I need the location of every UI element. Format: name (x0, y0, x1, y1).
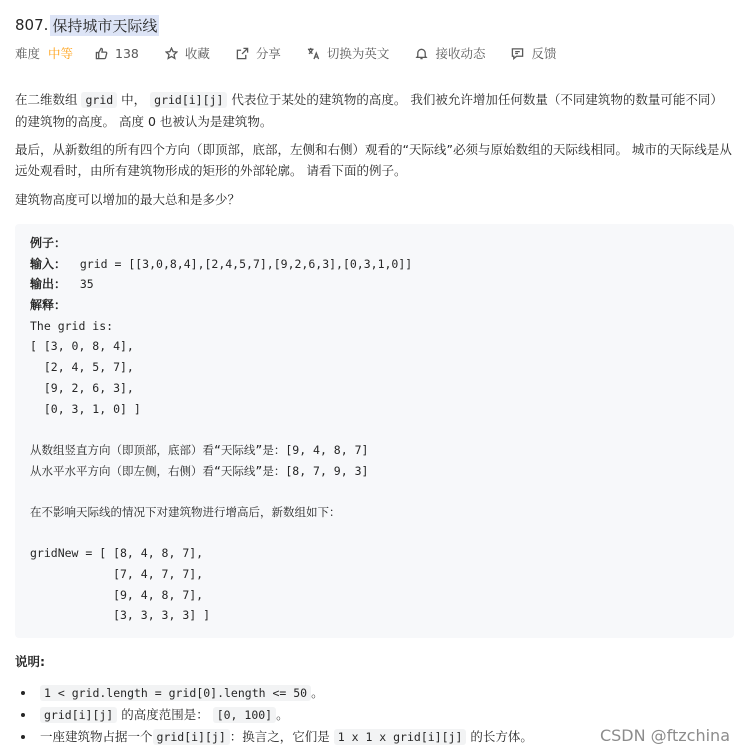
inline-code: 1 < grid.length = grid[0].length <= 50 (40, 685, 311, 701)
problem-title (15, 13, 159, 37)
example-input: 输入： grid = [[3,0,8,4],[2,4,5,7],[9,2,6,3],[0,3,1,0]] (30, 256, 413, 271)
example-line: gridNew = [ [8, 4, 8, 7], (30, 546, 204, 561)
share-label: 分享 (255, 46, 281, 61)
example-output: 输出： 35 (30, 277, 94, 292)
inline-code: grid[i][j] (150, 92, 227, 108)
example-line: 从水平水平方向（即左侧，右侧）看“天际线”是：[8, 7, 9, 3] (30, 463, 369, 478)
feedback-icon (511, 47, 524, 60)
star-icon (165, 47, 178, 60)
description-paragraph-2: 最后，从新数组的所有四个方向（即顶部，底部，左侧和右侧）观看的“天际线”必须与原始数组的天际线相同。 城市的天际线是从远处观看时，由所有建筑物形成的矩形的外部轮廓。 请看下面的例子。 (15, 142, 732, 178)
example-line: The grid is: (30, 318, 114, 333)
favorite-button[interactable] (165, 44, 210, 62)
inline-code: 1 x 1 x grid[i][j] (334, 729, 467, 745)
notify-button[interactable] (415, 44, 485, 62)
notes-list (36, 682, 533, 748)
problem-meta-bar (15, 43, 582, 63)
inline-code: [0, 100] (213, 707, 276, 723)
example-line: 从数组竖直方向（即顶部，底部）看“天际线”是：[9, 4, 8, 7] (30, 442, 369, 457)
feedback-button[interactable] (511, 44, 556, 62)
translate-button[interactable] (307, 44, 390, 62)
example-line: [3, 3, 3, 3] ] (30, 608, 211, 623)
example-line (30, 481, 719, 502)
example-line: [ [3, 0, 8, 4], (30, 339, 134, 354)
example-line (30, 523, 719, 544)
thumbs-up-icon (95, 47, 108, 60)
difficulty-badge: 中等 (48, 46, 74, 61)
example-line: [0, 3, 1, 0] ] (30, 401, 141, 416)
example-line: [7, 4, 7, 7], (30, 567, 204, 581)
example-heading: 例子： (30, 236, 67, 250)
list-item: • grid[i][j] 的高度范围是： [0, 100] 。 (36, 704, 533, 726)
description-paragraph-3: 建筑物高度可以增加的最大总和是多少？ (15, 192, 241, 207)
difficulty-label: 难度 (15, 46, 41, 61)
list-item: • 一座建筑物占据一个 grid[i][j] ：换言之，它们是 1 x 1 x grid[i][j] 的长方体。 (36, 726, 533, 748)
share-button[interactable] (236, 44, 281, 62)
bell-icon (415, 47, 428, 60)
example-explain-label: 解释： (30, 298, 67, 313)
like-count: 138 (115, 45, 139, 61)
inline-code: grid[i][j] (153, 729, 230, 745)
like-button[interactable] (95, 46, 139, 61)
translate-label: 切换为英文 (326, 46, 390, 61)
notify-label: 接收动态 (435, 46, 486, 61)
problem-number: 807. (15, 16, 49, 34)
notes-heading: 说明: (15, 654, 45, 669)
translate-icon (307, 47, 320, 60)
feedback-label: 反馈 (531, 46, 557, 61)
problem-name: 保持城市天际线 (52, 16, 158, 35)
favorite-label: 收藏 (184, 46, 210, 61)
example-line: 在不影响天际线的情况下对建筑物进行增高后，新数组如下： (30, 504, 341, 519)
watermark: CSDN @ftzchina (599, 726, 730, 745)
list-item: • 1 < grid.length = grid[0].length <= 50 。 (36, 682, 533, 704)
share-icon (236, 47, 249, 60)
example-block (15, 224, 734, 638)
example-line (30, 419, 719, 440)
example-line: [9, 4, 8, 7], (30, 587, 204, 602)
inline-code: grid (81, 92, 117, 108)
example-line: [9, 2, 6, 3], (30, 380, 134, 395)
inline-code: grid[i][j] (40, 707, 117, 723)
example-line: [2, 4, 5, 7], (30, 360, 134, 375)
description-paragraph-1: 在二维数组 grid 中， grid[i][j] 代表位于某处的建筑物的高度。 我们被允许增加任何数量（不同建筑物的数量可能不同）的建筑物的高度。 高度 0 也被认为是建筑物。 (15, 92, 723, 129)
